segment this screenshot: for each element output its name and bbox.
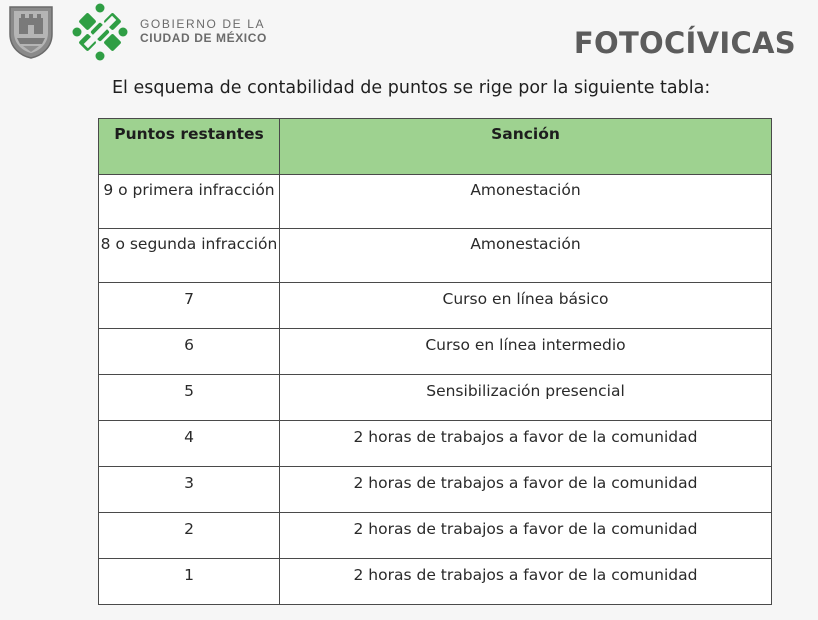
cdmx-coat-of-arms-icon bbox=[7, 4, 55, 60]
government-name bbox=[140, 17, 267, 45]
sanction-cell: Curso en línea intermedio bbox=[280, 329, 772, 375]
points-cell: 7 bbox=[99, 283, 280, 329]
points-cell: 4 bbox=[99, 421, 280, 467]
table-row bbox=[99, 421, 772, 467]
table-row bbox=[99, 329, 772, 375]
points-cell: 1 bbox=[99, 559, 280, 605]
points-cell: 5 bbox=[99, 375, 280, 421]
intro-text: El esquema de contabilidad de puntos se rige por la siguiente tabla: bbox=[112, 78, 711, 98]
points-sanction-table bbox=[98, 118, 772, 605]
page-header bbox=[0, 0, 818, 80]
table-row bbox=[99, 513, 772, 559]
points-cell: 2 bbox=[99, 513, 280, 559]
government-name-line2: CIUDAD DE MÉXICO bbox=[140, 31, 267, 45]
table-row bbox=[99, 375, 772, 421]
table-row bbox=[99, 175, 772, 229]
sanction-cell: 2 horas de trabajos a favor de la comunidad bbox=[280, 467, 772, 513]
sanction-cell: Amonestación bbox=[280, 175, 772, 229]
table-header-row bbox=[99, 119, 772, 175]
points-cell: 6 bbox=[99, 329, 280, 375]
points-cell: 8 o segunda infracción bbox=[99, 229, 280, 283]
points-cell: 9 o primera infracción bbox=[99, 175, 280, 229]
table-row bbox=[99, 467, 772, 513]
government-name-line1: GOBIERNO DE LA bbox=[140, 17, 266, 31]
sanction-cell: Sensibilización presencial bbox=[280, 375, 772, 421]
points-cell: 3 bbox=[99, 467, 280, 513]
page-title: FOTOCÍVICAS bbox=[573, 26, 796, 60]
cdmx-government-logo-icon bbox=[72, 2, 128, 62]
sanction-cell: 2 horas de trabajos a favor de la comunidad bbox=[280, 513, 772, 559]
sanction-cell: Curso en línea básico bbox=[280, 283, 772, 329]
sanction-cell: 2 horas de trabajos a favor de la comunidad bbox=[280, 559, 772, 605]
table-row bbox=[99, 283, 772, 329]
sanction-cell: 2 horas de trabajos a favor de la comunidad bbox=[280, 421, 772, 467]
sanction-cell: Amonestación bbox=[280, 229, 772, 283]
table-row bbox=[99, 229, 772, 283]
column-header-points: Puntos restantes bbox=[99, 119, 280, 175]
column-header-sanction: Sanción bbox=[280, 119, 772, 175]
table-row bbox=[99, 559, 772, 605]
